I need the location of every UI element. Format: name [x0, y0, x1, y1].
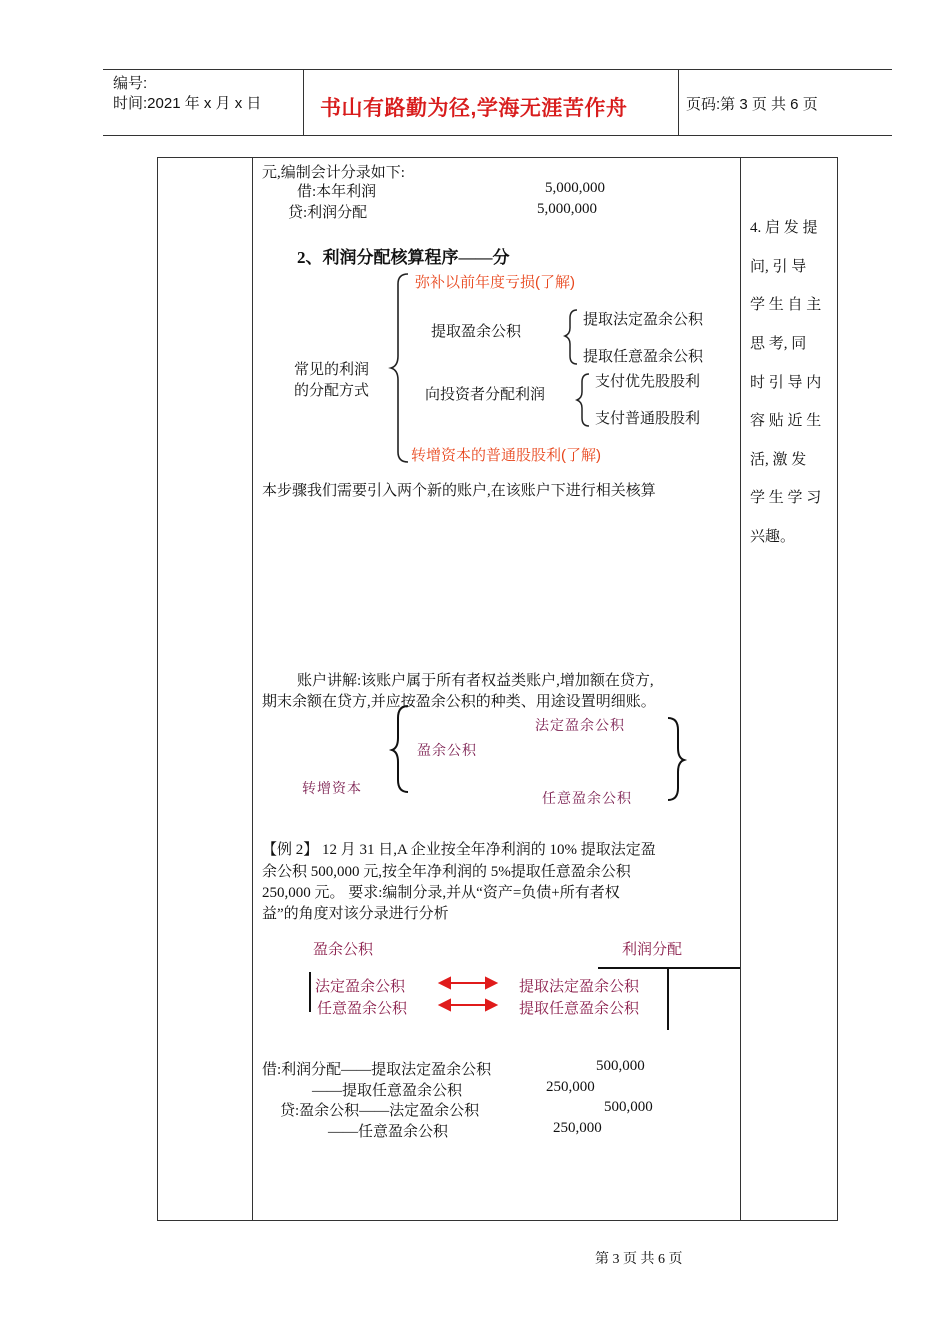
example-line2: 余公积 500,000 元,按全年净利润的 5%提取任意盈余公积: [262, 864, 631, 880]
side-note: [750, 200, 821, 567]
diagram-root-line1: 常见的利润: [294, 361, 370, 378]
surplus-top-label: 法定盈余公积: [535, 719, 625, 734]
side-note-line: 问, 引 导: [750, 258, 807, 275]
side-note-line: 思 考, 同: [750, 336, 807, 353]
page-info: 页码:第 3 页 共 6 页: [686, 96, 818, 113]
intro-line: 元,编制会计分录如下:: [262, 165, 405, 181]
entry1-debit-amount: 5,000,000: [545, 180, 605, 196]
entry2-line4: ——任意盈余公积: [328, 1124, 449, 1140]
side-note-line: 时 引 导 内: [750, 374, 822, 391]
t-account-right-row1: 提取法定盈余公积: [519, 978, 640, 995]
side-note-line: 兴趣。: [750, 529, 796, 546]
entry1-credit: 贷:利润分配: [288, 205, 368, 221]
diagram-item-surplus: 提取盈余公积: [431, 323, 522, 340]
entry2-line2: ——提取任意盈余公积: [312, 1083, 463, 1099]
example-line1: 【例 2】 12 月 31 日,A 企业按全年净利润的 10% 提取法定盈: [262, 842, 656, 858]
diagram-root-line2: 的分配方式: [294, 382, 370, 399]
t-account-left-title: 盈余公积: [313, 941, 374, 958]
diagram-item-common-dividend: 支付普通股股利: [595, 410, 701, 427]
example-line3: 250,000 元。 要求:编制分录,并从“资产=负债+所有者权: [262, 885, 620, 901]
page-footer: 第 3 页 共 6 页: [595, 1252, 683, 1267]
t-account-right-title: 利润分配: [622, 941, 683, 958]
t-account-left-row2: 任意盈余公积: [317, 1000, 408, 1017]
side-note-line: 容 贴 近 生: [750, 413, 822, 430]
entry1-debit: 借:本年利润: [297, 184, 377, 200]
diagram-item-discretionary-surplus: 提取任意盈余公积: [583, 348, 704, 365]
document-time-label: 时间:2021 年 x 月 x 日: [113, 95, 262, 112]
entry2-line3-amount: 500,000: [604, 1099, 653, 1115]
document-number-label: 编号:: [113, 75, 148, 92]
side-note-line: 4. 启 发 提: [750, 220, 818, 237]
side-note-line: 学 生 自 主: [750, 297, 822, 314]
step-note: 本步骤我们需要引入两个新的账户,在该账户下进行相关核算: [262, 483, 656, 499]
diagram-item-preferred-dividend: 支付优先股股利: [595, 373, 701, 390]
section-title: 2、利润分配核算程序——分: [297, 248, 510, 267]
example-line4: 益”的角度对该分录进行分析: [262, 906, 449, 922]
entry1-credit-amount: 5,000,000: [537, 201, 597, 217]
t-account-right-row2: 提取任意盈余公积: [519, 1000, 640, 1017]
surplus-left-label: 转增资本: [302, 782, 362, 797]
diagram-item-investors: 向投资者分配利润: [425, 386, 546, 403]
entry2-line2-amount: 250,000: [546, 1079, 595, 1095]
side-note-line: 活, 激 发: [750, 451, 807, 468]
side-note-line: 学 生 学 习: [750, 490, 822, 507]
diagram-item-make-up-loss: 弥补以前年度亏损(了解): [415, 274, 575, 291]
entry2-line3: 贷:盈余公积——法定盈余公积: [280, 1103, 480, 1119]
account-intro-line2: 期末余额在贷方,并应按盈余公积的种类、用途设置明细账。: [262, 694, 656, 710]
entry2-line4-amount: 250,000: [553, 1120, 602, 1136]
motto: 书山有路勤为径,学海无涯苦作舟: [320, 97, 628, 120]
surplus-bottom-label: 任意盈余公积: [542, 792, 632, 807]
entry2-line1: 借:利润分配——提取法定盈余公积: [262, 1062, 492, 1078]
diagram-item-capitalized-dividend: 转增资本的普通股股利(了解): [411, 447, 601, 464]
surplus-center-label: 盈余公积: [417, 744, 477, 759]
diagram-item-statutory-surplus: 提取法定盈余公积: [583, 311, 704, 328]
account-intro-line1: 账户讲解:该账户属于所有者权益类账户,增加额在贷方,: [297, 673, 654, 689]
t-account-left-row1: 法定盈余公积: [315, 978, 406, 995]
entry2-line1-amount: 500,000: [596, 1058, 645, 1074]
